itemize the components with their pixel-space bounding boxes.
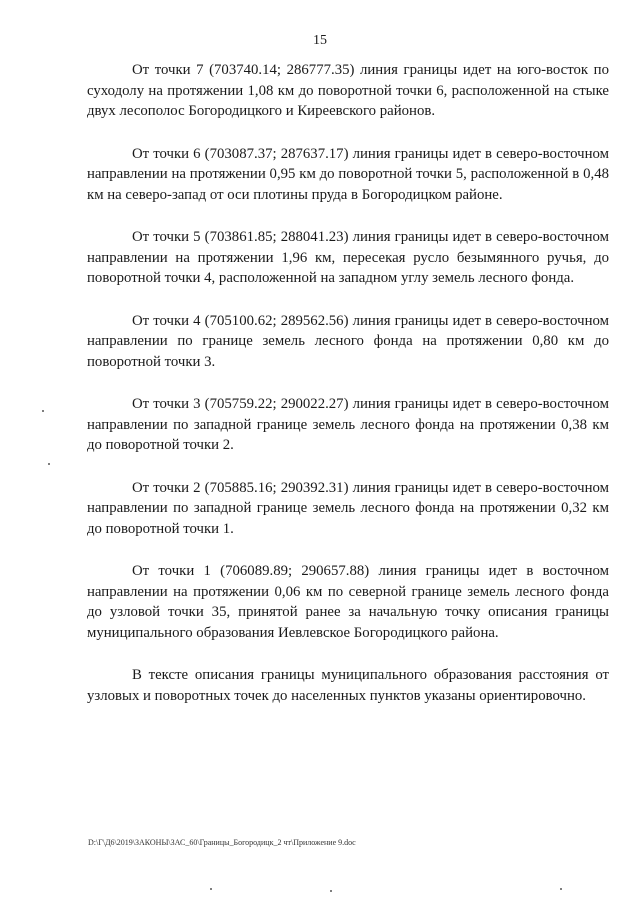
scan-speck (48, 463, 50, 465)
paragraph-point-4: От точки 4 (705100.62; 289562.56) линия границы идет в северо-восточном направлении по границе земель лесного фонда на протяжении 0,80 км до поворотной точки 3. (87, 312, 609, 370)
paragraph-point-5: От точки 5 (703861.85; 288041.23) линия границы идет в северо-восточном направлении на протяжении 1,96 км, пересекая русло безымянного ручья, до поворотной точки 4, расположенной на западном углу земель лесного фонда. (87, 229, 609, 286)
paragraph-point-7: От точки 7 (703740.14; 286777.35) линия границы идет на юго-восток по суходолу на протяжении 1,08 км до поворотной точки 6, расположенной на стыке двух лесополос Богородицкого и Киреевского районов. (87, 62, 609, 119)
scan-speck (560, 888, 562, 890)
scan-speck (330, 890, 332, 892)
footer-file-path: D:\Г\Д6\2019\ЗАКОНЫ\ЗАС_60\Границы_Богородицк_2 чт\Приложение 9.doc (88, 838, 356, 847)
paragraph-point-1: От точки 1 (706089.89; 290657.88) линия границы идет в восточном направлении на протяжении 0,06 км по северной границе земель лесного фонда до узловой точки 35, принятой ранее за начальную точку описания границы муниципального образования Иевлевское Богородицкого района. (87, 563, 609, 641)
paragraph-point-6: От точки 6 (703087.37; 287637.17) линия границы идет в северо-восточном направлении на протяжении 0,95 км до поворотной точки 5, расположенной в 0,48 км на северо-запад от оси плотины пруда в Богородицком районе. (87, 145, 609, 203)
document-body (87, 60, 609, 728)
paragraph-closing-note: В тексте описания границы муниципального образования расстояния от узловых и поворотных точек до населенных пунктов указаны ориентировочно. (87, 667, 609, 704)
paragraph-point-3: От точки 3 (705759.22; 290022.27) линия границы идет в северо-восточном направлении по западной границе земель лесного фонда на протяжении 0,38 км до поворотной точки 2. (87, 396, 609, 453)
page-number: 15 (313, 33, 327, 48)
scan-speck (210, 888, 212, 890)
paragraph-point-2: От точки 2 (705885.16; 290392.31) линия границы идет в северо-восточном направлении по западной границе земель лесного фонда на протяжении 0,32 км до поворотной точки 1. (87, 479, 609, 537)
scan-speck (42, 410, 44, 412)
